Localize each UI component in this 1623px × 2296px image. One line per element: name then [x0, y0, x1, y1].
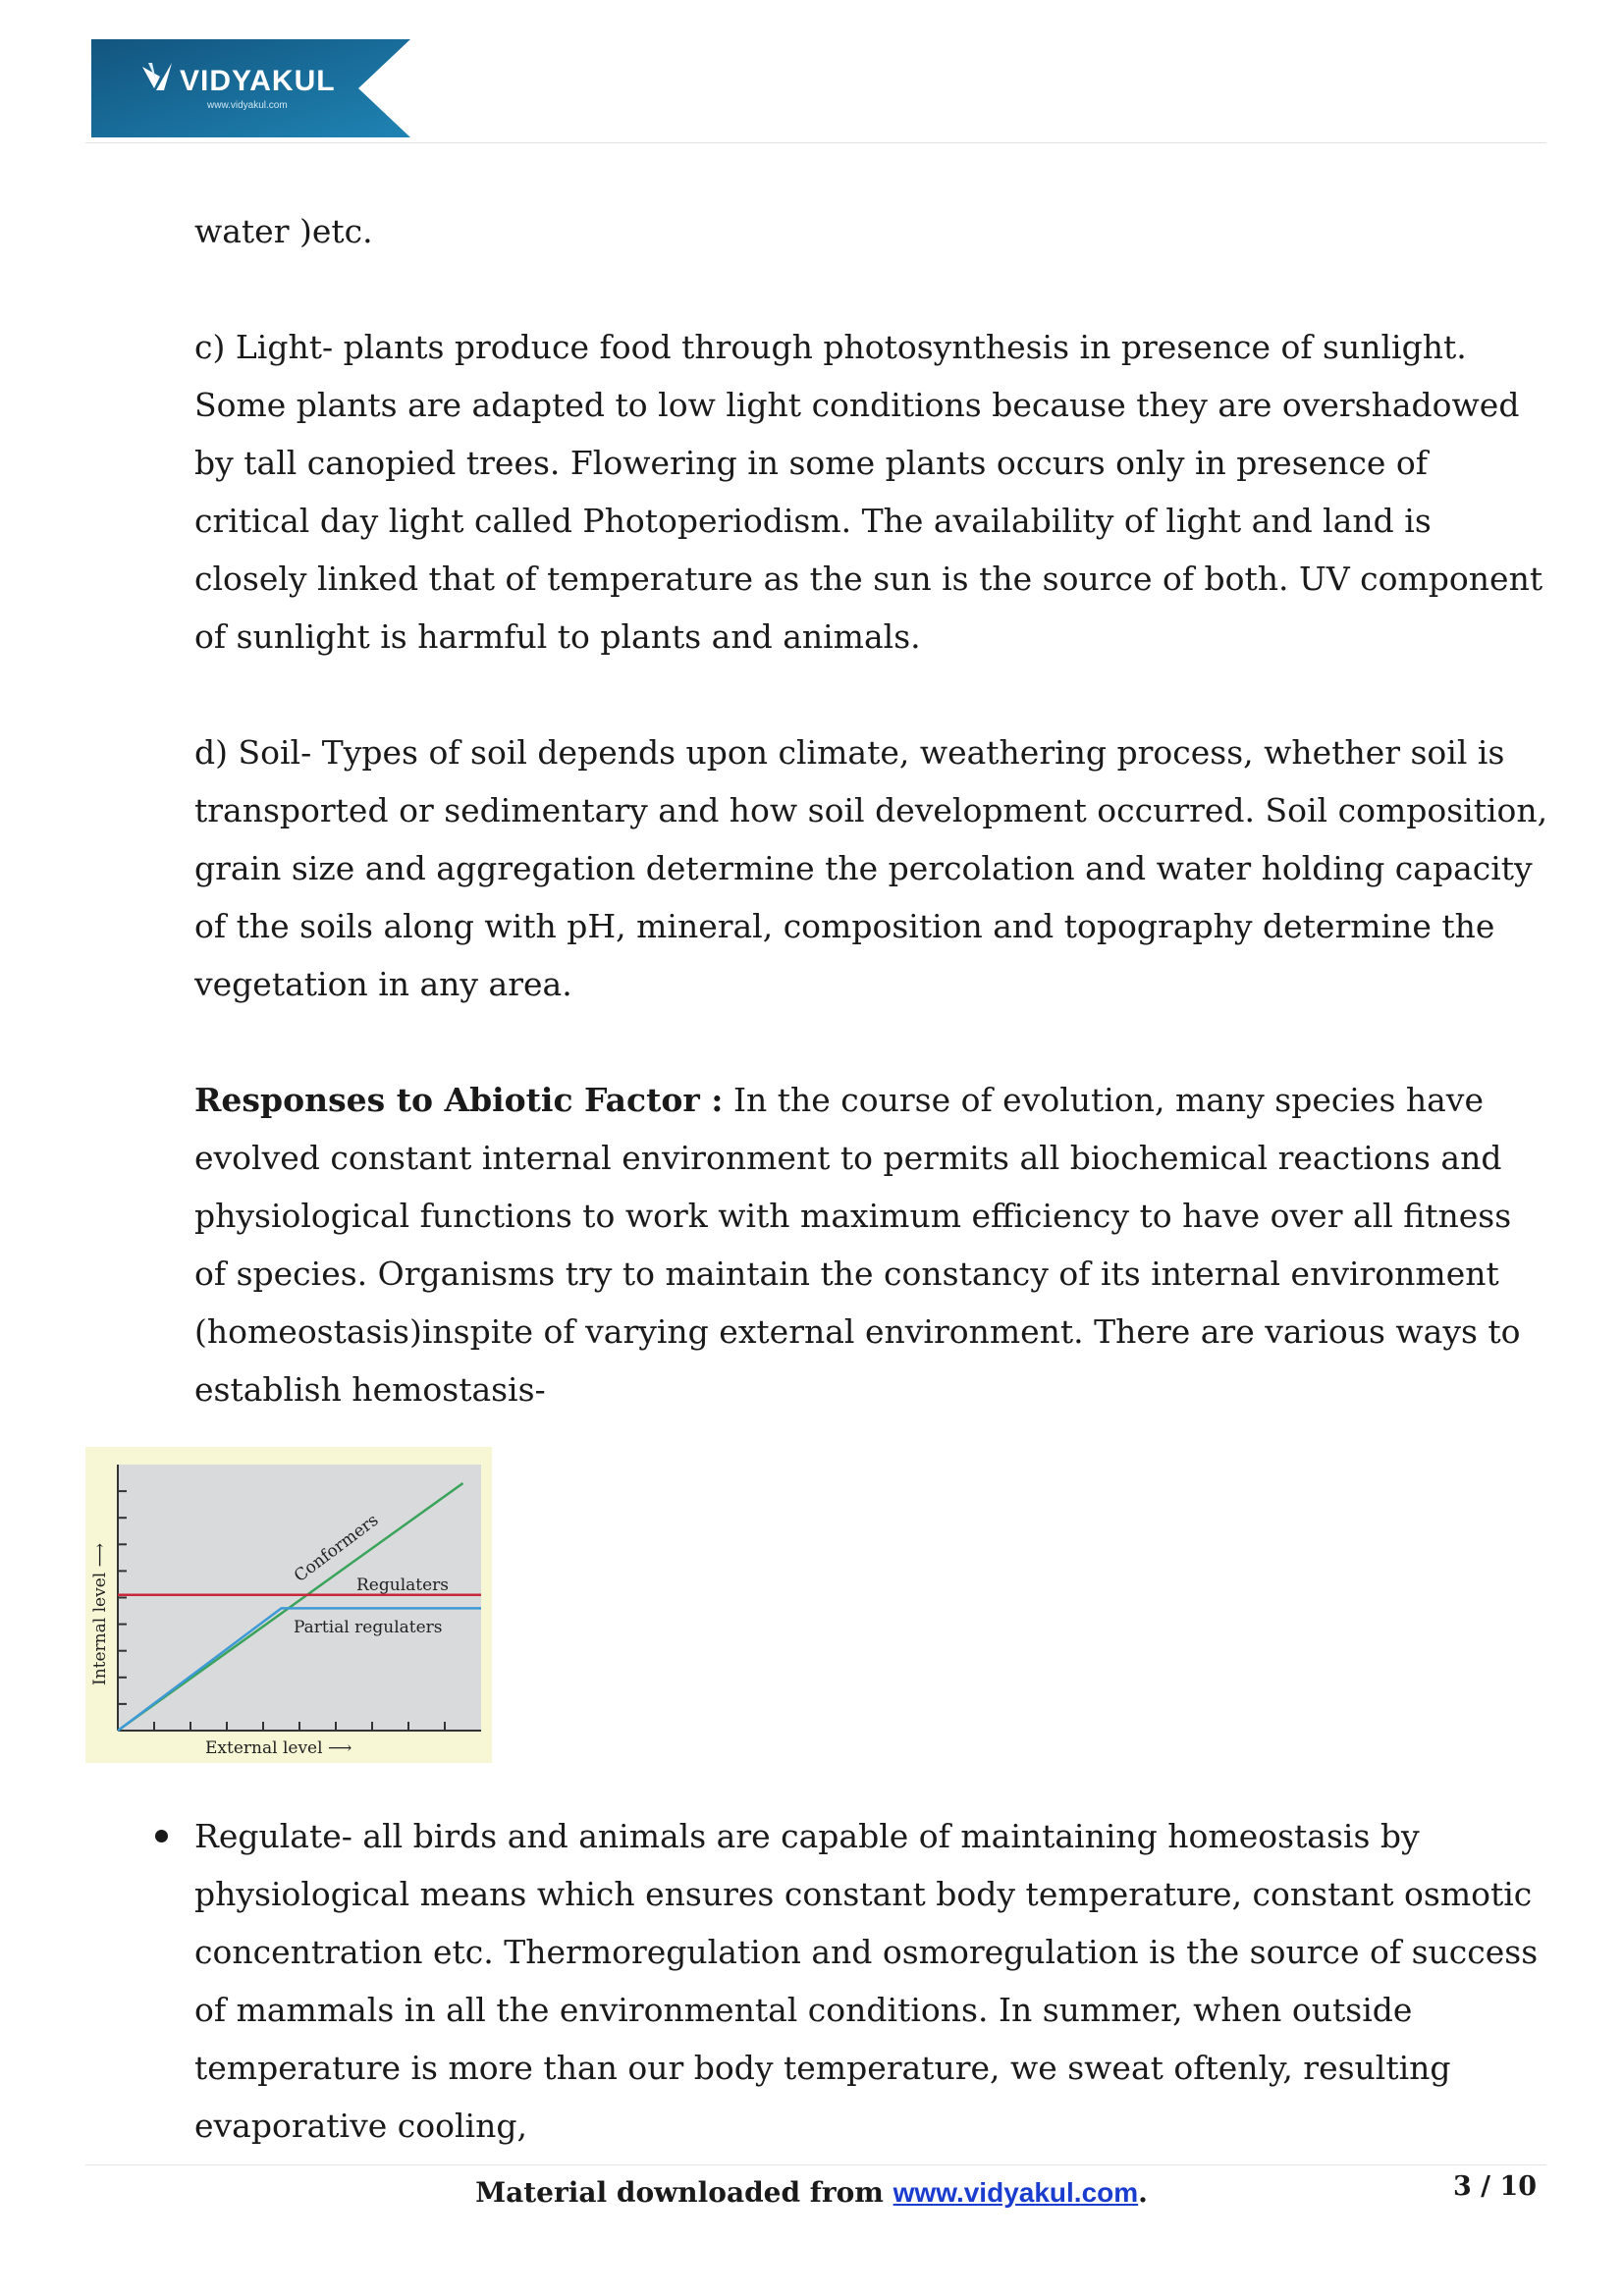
bullet-list [194, 1807, 1549, 2155]
series-label-conformers: Conformers [290, 1510, 383, 1586]
homeostasis-figure [85, 1447, 492, 1763]
footer-prefix: Material downloaded from [475, 2176, 893, 2209]
main-content [194, 202, 1549, 1418]
footer-suffix: . [1138, 2176, 1148, 2209]
paragraph-soil: d) Soil- Types of soil depends upon climate, weathering process, whether soil is transported or sedimentary and how soil development occurred. Soil composition, grain size and aggregation determine the percolation and water holding capacity of the soils along with pH, mineral, composition and topography determine the vegetation in any area. [194, 733, 1548, 1003]
header-divider [85, 142, 1546, 143]
list-item [194, 1807, 1549, 2155]
responses-text: In the course of evolution, many species have evolved constant internal environment to permits all biochemical reactions and physiological functions to work with maximum efficiency to have over all fitness of species. Organisms try to maintain the constancy of its internal environment (homeostasis)inspite of varying external environment. There are various ways to establish hemostasis- [194, 1081, 1521, 1409]
y-axis-label: Internal level ⟶ [90, 1543, 110, 1685]
series-label-regulaters: Regulaters [356, 1575, 450, 1595]
x-axis-label: External level ⟶ [205, 1738, 352, 1758]
bullet-regulate-text: Regulate- all birds and animals are capable of maintaining homeostasis by physiological means which ensures constant body temperature, constant osmotic concentration etc. Thermoregulation and osmoregulation is the source of success of mammals in all the environmental conditions. In summer, when outside temperature is more than our body temperature, we sweat oftenly, resulting evaporative cooling, [194, 1817, 1539, 2145]
paragraph-water-continued: water )etc. [194, 212, 373, 250]
footer-link[interactable]: www.vidyakul.com [893, 2177, 1139, 2208]
paragraph-light: c) Light- plants produce food through photosynthesis in presence of sunlight. Some plants are adapted to low light conditions because they are overshadowed by tall canopied trees. Flowering in some plants occurs only in presence of critical day light called Photoperiodism. The availability of light and land is closely linked that of temperature as the sun is the source of both. UV component of sunlight is harmful to plants and animals. [194, 328, 1543, 656]
footer-divider [85, 2164, 1546, 2165]
responses-heading: Responses to Abiotic Factor : [194, 1081, 724, 1119]
vidyakul-logo[interactable] [91, 39, 410, 137]
homeostasis-chart [85, 1447, 492, 1763]
series-label-partial-regulaters: Partial regulaters [294, 1618, 443, 1637]
logo-text: VIDYAKUL [180, 65, 336, 97]
bullet-icon [155, 1830, 168, 1842]
footer-credit [0, 2169, 1623, 2216]
logo-badge [91, 39, 410, 137]
page-number: 3 / 10 [1453, 2171, 1538, 2202]
paragraph-responses [194, 1071, 1549, 1418]
logo-url: www.vidyakul.com [207, 100, 288, 111]
